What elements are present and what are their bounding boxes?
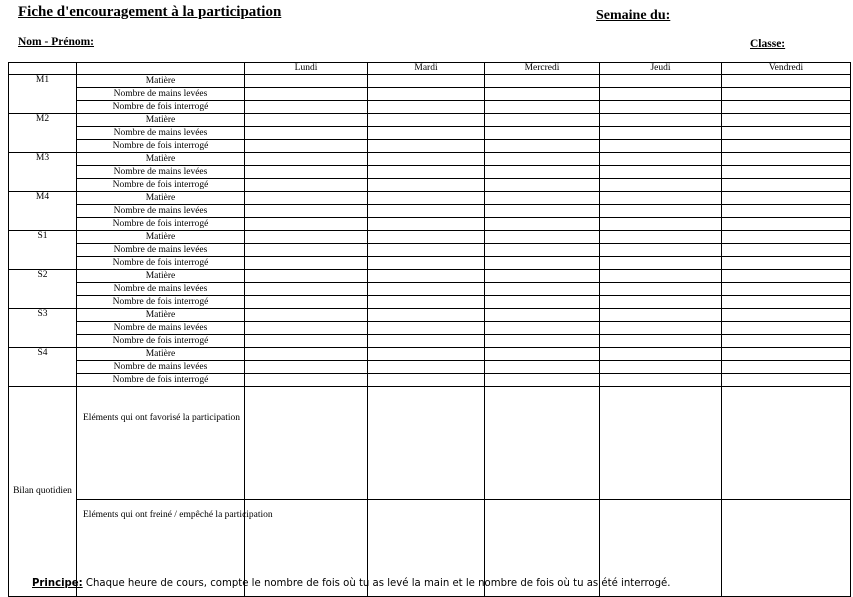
entry-cell[interactable] xyxy=(368,114,485,127)
entry-cell[interactable] xyxy=(245,283,368,296)
entry-cell[interactable] xyxy=(485,101,600,114)
entry-cell[interactable] xyxy=(368,218,485,231)
entry-cell[interactable] xyxy=(600,296,722,309)
row-label: Nombre de mains levées xyxy=(77,244,245,257)
row-label: Nombre de fois interrogé xyxy=(77,335,245,348)
table-row xyxy=(9,192,851,205)
entry-cell[interactable] xyxy=(368,270,485,283)
entry-cell[interactable] xyxy=(485,166,600,179)
entry-cell[interactable] xyxy=(485,205,600,218)
entry-cell[interactable] xyxy=(722,140,851,153)
entry-cell[interactable] xyxy=(722,231,851,244)
row-label: Nombre de fois interrogé xyxy=(77,140,245,153)
entry-cell[interactable] xyxy=(485,361,600,374)
entry-cell[interactable] xyxy=(245,270,368,283)
entry-cell[interactable] xyxy=(245,114,368,127)
entry-cell[interactable] xyxy=(722,166,851,179)
row-label: Nombre de fois interrogé xyxy=(77,218,245,231)
table-row xyxy=(9,205,851,218)
entry-cell[interactable] xyxy=(368,205,485,218)
entry-cell[interactable] xyxy=(722,127,851,140)
entry-cell[interactable] xyxy=(600,335,722,348)
row-label: Nombre de mains levées xyxy=(77,283,245,296)
entry-cell[interactable] xyxy=(722,114,851,127)
participation-table xyxy=(8,62,851,597)
entry-cell[interactable] xyxy=(485,218,600,231)
day-header: Vendredi xyxy=(722,63,851,75)
entry-cell[interactable] xyxy=(722,88,851,101)
table-row xyxy=(9,322,851,335)
entry-cell[interactable] xyxy=(600,244,722,257)
row-label: Nombre de fois interrogé xyxy=(77,257,245,270)
entry-cell[interactable] xyxy=(245,101,368,114)
entry-cell[interactable] xyxy=(485,114,600,127)
row-label: Nombre de fois interrogé xyxy=(77,179,245,192)
entry-cell[interactable] xyxy=(600,231,722,244)
row-label: Matière xyxy=(77,309,245,322)
row-label: Matière xyxy=(77,153,245,166)
period-code: M2 xyxy=(9,114,77,153)
period-code: M4 xyxy=(9,192,77,231)
entry-cell[interactable] xyxy=(245,127,368,140)
entry-cell[interactable] xyxy=(722,270,851,283)
entry-cell[interactable] xyxy=(485,335,600,348)
table-row xyxy=(9,270,851,283)
row-label: Matière xyxy=(77,75,245,88)
entry-cell[interactable] xyxy=(245,257,368,270)
table-row xyxy=(9,218,851,231)
entry-cell[interactable] xyxy=(600,75,722,88)
entry-cell[interactable] xyxy=(368,75,485,88)
entry-cell[interactable] xyxy=(245,296,368,309)
entry-cell[interactable] xyxy=(722,322,851,335)
entry-cell[interactable] xyxy=(485,192,600,205)
entry-cell[interactable] xyxy=(722,244,851,257)
week-label: Semaine du: xyxy=(596,8,671,23)
entry-cell[interactable] xyxy=(600,257,722,270)
bilan-entry-cell[interactable] xyxy=(245,387,368,500)
entry-cell[interactable] xyxy=(245,244,368,257)
entry-cell[interactable] xyxy=(600,140,722,153)
entry-cell[interactable] xyxy=(600,114,722,127)
header-empty-cell xyxy=(77,63,245,75)
entry-cell[interactable] xyxy=(722,283,851,296)
entry-cell[interactable] xyxy=(722,192,851,205)
entry-cell[interactable] xyxy=(600,309,722,322)
period-code: M1 xyxy=(9,75,77,114)
entry-cell[interactable] xyxy=(245,88,368,101)
entry-cell[interactable] xyxy=(245,179,368,192)
entry-cell[interactable] xyxy=(245,192,368,205)
principe-label: Principe: xyxy=(32,576,83,589)
table-row xyxy=(9,153,851,166)
entry-cell[interactable] xyxy=(485,231,600,244)
entry-cell[interactable] xyxy=(245,361,368,374)
bilan-entry-cell[interactable] xyxy=(722,500,851,597)
entry-cell[interactable] xyxy=(722,309,851,322)
bilan-entry-cell[interactable] xyxy=(485,387,600,500)
entry-cell[interactable] xyxy=(245,374,368,387)
table-header-row xyxy=(9,63,851,75)
entry-cell[interactable] xyxy=(368,88,485,101)
entry-cell[interactable] xyxy=(600,374,722,387)
row-label: Nombre de mains levées xyxy=(77,322,245,335)
bilan-entry-cell[interactable] xyxy=(600,387,722,500)
entry-cell[interactable] xyxy=(368,101,485,114)
entry-cell[interactable] xyxy=(368,231,485,244)
principe-text: Chaque heure de cours, compte le nombre de fois où tu as levé la main et le nombre de fois où tu as été interrogé. xyxy=(85,576,671,589)
entry-cell[interactable] xyxy=(600,127,722,140)
period-code: S1 xyxy=(9,231,77,270)
entry-cell[interactable] xyxy=(368,127,485,140)
entry-cell[interactable] xyxy=(245,322,368,335)
table-row xyxy=(9,374,851,387)
bilan-label: Bilan quotidien xyxy=(9,387,77,597)
entry-cell[interactable] xyxy=(485,88,600,101)
row-label: Nombre de mains levées xyxy=(77,127,245,140)
entry-cell[interactable] xyxy=(368,335,485,348)
entry-cell[interactable] xyxy=(600,88,722,101)
page-title: Fiche d'encouragement à la participation xyxy=(18,4,282,20)
entry-cell[interactable] xyxy=(722,348,851,361)
day-header: Jeudi xyxy=(600,63,722,75)
row-label: Matière xyxy=(77,192,245,205)
table-row xyxy=(9,257,851,270)
entry-cell[interactable] xyxy=(485,270,600,283)
table-row xyxy=(9,335,851,348)
entry-cell[interactable] xyxy=(368,296,485,309)
entry-cell[interactable] xyxy=(245,205,368,218)
entry-cell[interactable] xyxy=(722,296,851,309)
table-row xyxy=(9,127,851,140)
entry-cell[interactable] xyxy=(485,283,600,296)
class-label: Classe: xyxy=(750,38,786,50)
entry-cell[interactable] xyxy=(722,218,851,231)
entry-cell[interactable] xyxy=(485,374,600,387)
row-label: Nombre de fois interrogé xyxy=(77,101,245,114)
table-row xyxy=(9,114,851,127)
table-row xyxy=(9,244,851,257)
row-label: Nombre de mains levées xyxy=(77,88,245,101)
entry-cell[interactable] xyxy=(485,244,600,257)
day-header: Lundi xyxy=(245,63,368,75)
day-header: Mercredi xyxy=(485,63,600,75)
entry-cell[interactable] xyxy=(722,75,851,88)
row-label: Nombre de fois interrogé xyxy=(77,296,245,309)
entry-cell[interactable] xyxy=(722,101,851,114)
entry-cell[interactable] xyxy=(600,153,722,166)
period-code: S4 xyxy=(9,348,77,387)
entry-cell[interactable] xyxy=(245,140,368,153)
entry-cell[interactable] xyxy=(485,127,600,140)
row-label: Nombre de mains levées xyxy=(77,166,245,179)
row-label: Matière xyxy=(77,114,245,127)
table-row xyxy=(9,88,851,101)
entry-cell[interactable] xyxy=(368,153,485,166)
entry-cell[interactable] xyxy=(722,361,851,374)
entry-cell[interactable] xyxy=(485,257,600,270)
entry-cell[interactable] xyxy=(368,374,485,387)
entry-cell[interactable] xyxy=(600,283,722,296)
table-row xyxy=(9,348,851,361)
entry-cell[interactable] xyxy=(485,179,600,192)
entry-cell[interactable] xyxy=(600,348,722,361)
entry-cell[interactable] xyxy=(722,257,851,270)
table-row xyxy=(9,296,851,309)
entry-cell[interactable] xyxy=(368,244,485,257)
table-row xyxy=(9,361,851,374)
entry-cell[interactable] xyxy=(485,309,600,322)
entry-cell[interactable] xyxy=(245,166,368,179)
day-header: Mardi xyxy=(368,63,485,75)
table-row xyxy=(9,231,851,244)
entry-cell[interactable] xyxy=(368,361,485,374)
row-label: Nombre de fois interrogé xyxy=(77,374,245,387)
principe-note xyxy=(32,576,670,589)
table-row xyxy=(9,283,851,296)
table-row xyxy=(9,166,851,179)
entry-cell[interactable] xyxy=(245,218,368,231)
entry-cell[interactable] xyxy=(368,348,485,361)
table-row xyxy=(9,179,851,192)
entry-cell[interactable] xyxy=(485,75,600,88)
entry-cell[interactable] xyxy=(368,140,485,153)
period-code: S3 xyxy=(9,309,77,348)
entry-cell[interactable] xyxy=(600,179,722,192)
row-label: Matière xyxy=(77,270,245,283)
bilan-row xyxy=(9,387,851,500)
entry-cell[interactable] xyxy=(245,231,368,244)
table-row xyxy=(9,140,851,153)
entry-cell[interactable] xyxy=(368,283,485,296)
entry-cell[interactable] xyxy=(245,348,368,361)
row-label: Matière xyxy=(77,231,245,244)
entry-cell[interactable] xyxy=(485,348,600,361)
entry-cell[interactable] xyxy=(600,361,722,374)
entry-cell[interactable] xyxy=(600,166,722,179)
header-empty-cell xyxy=(9,63,77,75)
entry-cell[interactable] xyxy=(485,296,600,309)
name-label: Nom - Prénom: xyxy=(18,36,95,48)
entry-cell[interactable] xyxy=(368,166,485,179)
row-label: Matière xyxy=(77,348,245,361)
entry-cell[interactable] xyxy=(722,374,851,387)
entry-cell[interactable] xyxy=(368,322,485,335)
entry-cell[interactable] xyxy=(600,101,722,114)
entry-cell[interactable] xyxy=(600,218,722,231)
period-code: M3 xyxy=(9,153,77,192)
entry-cell[interactable] xyxy=(722,335,851,348)
entry-cell[interactable] xyxy=(245,309,368,322)
entry-cell[interactable] xyxy=(368,309,485,322)
entry-cell[interactable] xyxy=(485,322,600,335)
bilan-hindered-label: Eléments qui ont freiné / empêché la participation xyxy=(77,500,245,597)
entry-cell[interactable] xyxy=(600,322,722,335)
entry-cell[interactable] xyxy=(368,257,485,270)
entry-cell[interactable] xyxy=(722,153,851,166)
row-label: Nombre de mains levées xyxy=(77,205,245,218)
entry-cell[interactable] xyxy=(368,192,485,205)
entry-cell[interactable] xyxy=(485,140,600,153)
bilan-entry-cell[interactable] xyxy=(722,387,851,500)
entry-cell[interactable] xyxy=(722,179,851,192)
entry-cell[interactable] xyxy=(722,205,851,218)
entry-cell[interactable] xyxy=(368,179,485,192)
entry-cell[interactable] xyxy=(485,153,600,166)
period-code: S2 xyxy=(9,270,77,309)
table-row xyxy=(9,75,851,88)
entry-cell[interactable] xyxy=(600,192,722,205)
entry-cell[interactable] xyxy=(245,335,368,348)
entry-cell[interactable] xyxy=(600,205,722,218)
entry-cell[interactable] xyxy=(600,270,722,283)
entry-cell[interactable] xyxy=(245,75,368,88)
bilan-favorable-label: Eléments qui ont favorisé la participation xyxy=(77,387,245,500)
entry-cell[interactable] xyxy=(245,153,368,166)
bilan-entry-cell[interactable] xyxy=(368,387,485,500)
table-row xyxy=(9,101,851,114)
row-label: Nombre de mains levées xyxy=(77,361,245,374)
table-row xyxy=(9,309,851,322)
